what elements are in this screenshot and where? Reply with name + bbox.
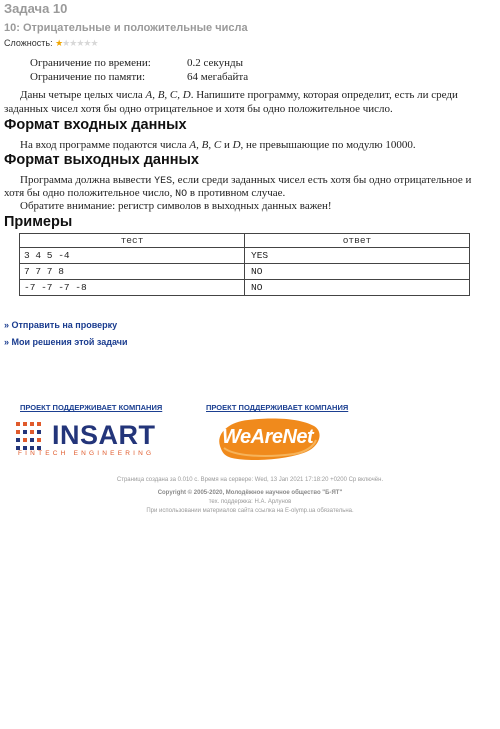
test-cell: -7 -7 -7 -8 <box>20 280 245 296</box>
answer-cell: NO <box>245 280 470 296</box>
wearenet-logo[interactable] <box>214 416 324 462</box>
limits <box>30 56 248 84</box>
star-filled-icon: ★ <box>55 38 63 48</box>
examples-heading: Примеры <box>4 214 73 230</box>
problem-name: 10: Отрицательные и положительные числа <box>4 22 248 34</box>
time-limit-row <box>30 56 248 70</box>
output-no: NO <box>175 189 188 200</box>
memory-limit-value: 64 мегабайта <box>187 71 249 83</box>
memory-limit-row <box>30 70 248 84</box>
answer-cell: YES <box>245 248 470 264</box>
insart-name: INSART <box>52 420 156 450</box>
difficulty-label: Сложность: <box>4 38 53 48</box>
answer-cell: NO <box>245 264 470 280</box>
column-header-answer: ответ <box>245 234 470 248</box>
table-row <box>20 248 470 264</box>
statement-line-2: заданных чисел хотя бы одно отрицательное и хотя бы одно положительное число. <box>4 103 393 115</box>
output-text-a: Программа должна вывести <box>20 174 155 186</box>
input-text-a: На вход программе подаются числа <box>20 139 190 151</box>
footer-copyright: Copyright © 2005-2020, Молодёжное научное общество "Б-ЯТ" <box>157 490 343 496</box>
table-row <box>20 280 470 296</box>
output-text-d: в противном случае. <box>187 187 286 199</box>
examples-header-row <box>20 234 470 248</box>
wearenet-name: WeAreNet <box>222 426 314 448</box>
test-cell: 3 4 5 -4 <box>20 248 245 264</box>
examples-table <box>19 233 470 296</box>
output-text-b: , если среди заданных чисел есть хотя бы одно отрицательное и <box>172 174 472 186</box>
output-text-c: хотя бы одно положительное число, <box>4 187 176 199</box>
star-empty-icon: ★ <box>62 38 70 48</box>
output-yes: YES <box>154 176 173 187</box>
statement-math: A, B, C, D <box>145 89 191 101</box>
input-format-heading: Формат входных данных <box>4 117 187 133</box>
star-empty-icon: ★ <box>69 38 77 48</box>
insart-logo[interactable] <box>16 420 156 460</box>
output-format-heading: Формат выходных данных <box>4 152 199 168</box>
footer-notice: При использовании материалов сайта ссылка на E-olymp.ua обязательна. <box>146 508 354 514</box>
input-text-c: , не превышающие по модулю 10000. <box>240 139 416 151</box>
column-header-test: тест <box>20 234 245 248</box>
footer <box>0 476 500 516</box>
my-solutions-link[interactable]: » Мои решения этой задачи <box>4 337 128 347</box>
time-limit-value: 0.2 секунды <box>187 57 243 69</box>
sponsor-label-wearenet[interactable]: ПРОЕКТ ПОДДЕРЖИВАЕТ КОМПАНИЯ <box>206 403 349 412</box>
difficulty <box>4 38 98 49</box>
star-empty-icon: ★ <box>83 38 91 48</box>
difficulty-stars <box>55 38 97 48</box>
input-math: A, B, C <box>189 139 222 151</box>
output-line-3: Обратите внимание: регистр символов в выходных данных важен! <box>20 200 332 212</box>
memory-limit-label: Ограничение по памяти: <box>30 71 146 83</box>
footer-generation-info: Страница создана за 0.010 с. Время на сервере: Wed, 13 Jan 2021 17:18:20 +0200 Ср включён. <box>116 477 384 483</box>
sponsor-label-insart[interactable]: ПРОЕКТ ПОДДЕРЖИВАЕТ КОМПАНИЯ <box>20 403 163 412</box>
star-empty-icon: ★ <box>90 38 98 48</box>
insart-tagline: FINTECH ENGINEERING <box>18 450 155 457</box>
submit-link[interactable]: » Отправить на проверку <box>4 320 118 330</box>
input-math-2: D <box>232 139 241 151</box>
statement-line-1 <box>4 88 500 102</box>
footer-support: тех. поддержка: Н.А. Арлунов <box>208 499 292 505</box>
input-format-text <box>4 138 500 152</box>
table-row <box>20 264 470 280</box>
insart-grid-icon <box>16 422 50 452</box>
page-title: Задача 10 <box>4 1 68 16</box>
time-limit-label: Ограничение по времени: <box>30 57 151 69</box>
input-text-b: и <box>221 139 233 151</box>
statement-text-rest: . Напишите программу, которая определит, есть ли среди <box>190 89 458 101</box>
statement-text: Даны четыре целых числа <box>20 89 146 101</box>
test-cell: 7 7 7 8 <box>20 264 245 280</box>
star-empty-icon: ★ <box>76 38 84 48</box>
